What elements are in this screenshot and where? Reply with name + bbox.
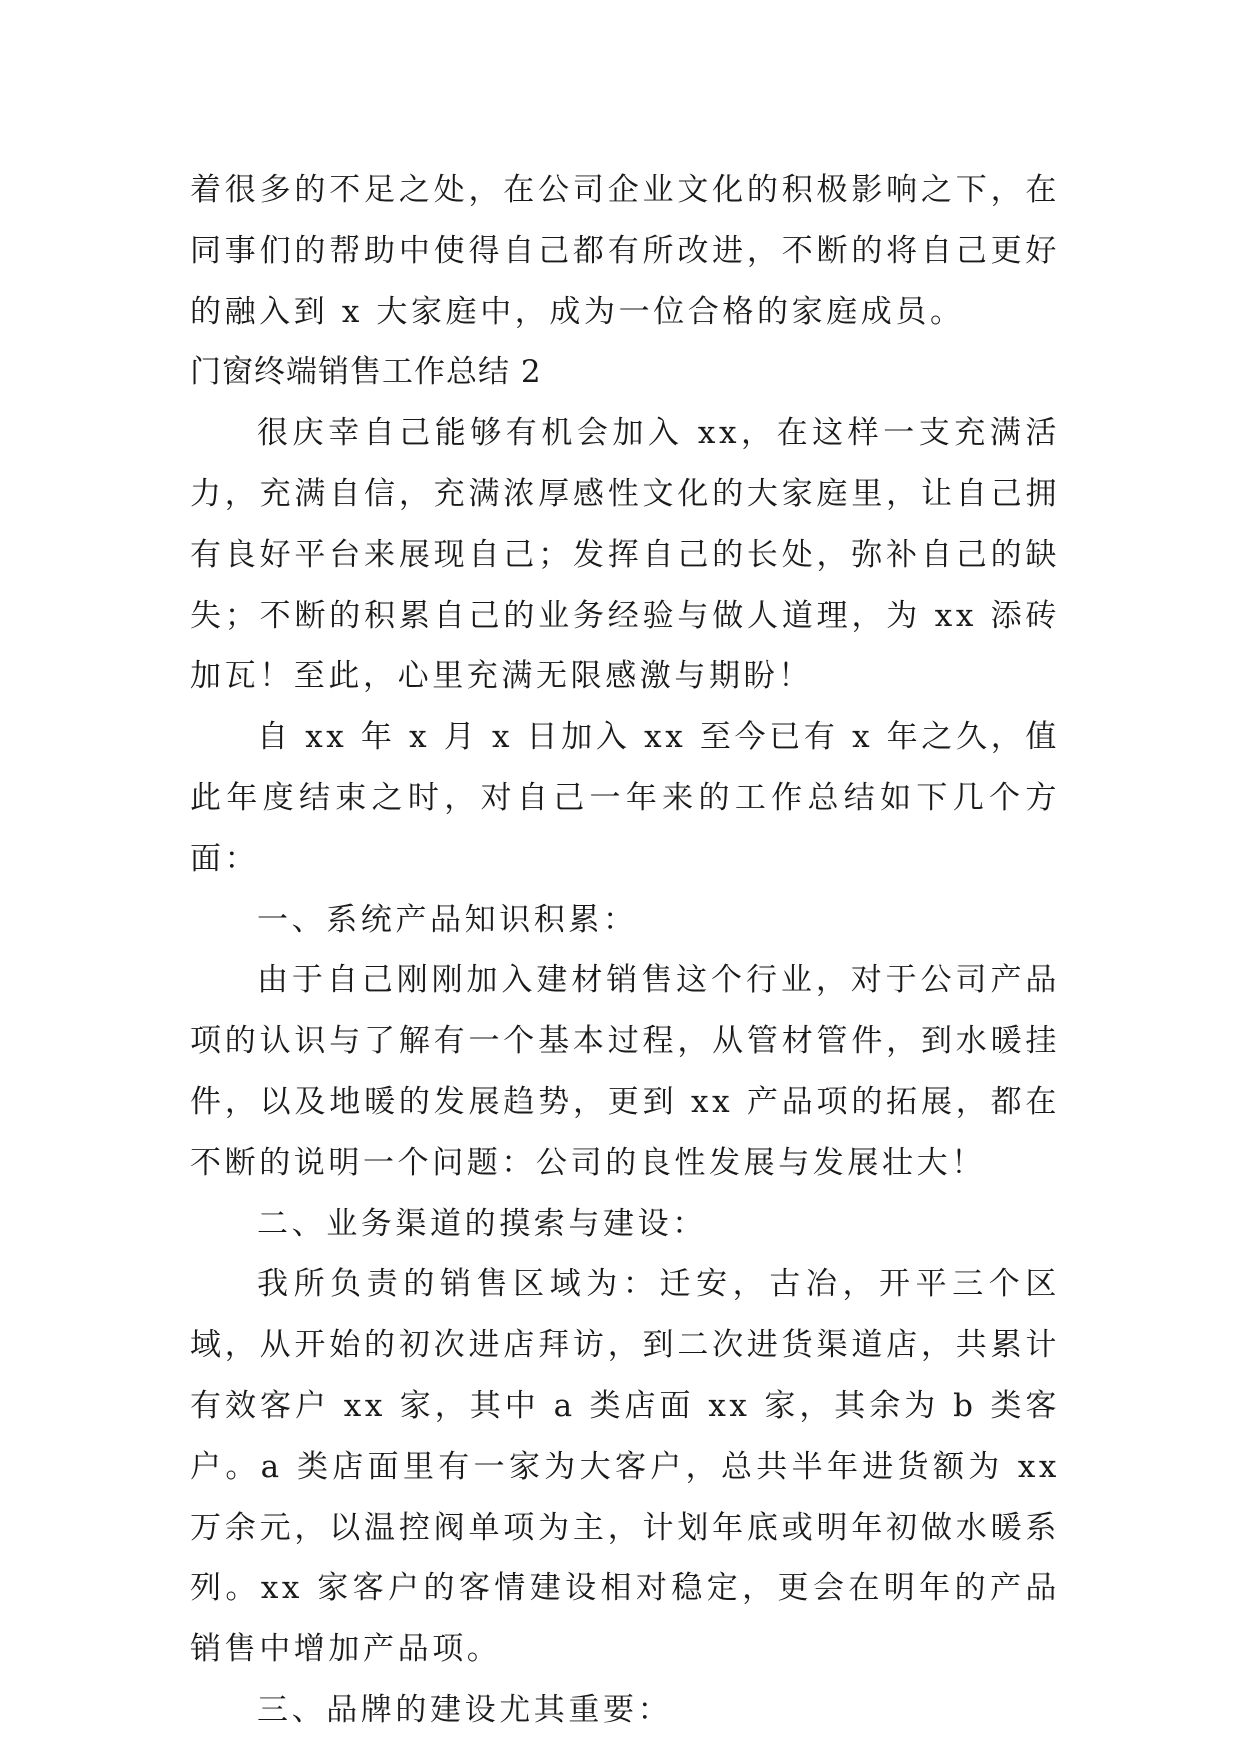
paragraph-product-knowledge: 由于自己刚刚加入建材销售这个行业，对于公司产品项的认识与了解有一个基本过程，从管材管件，到水暖挂件，以及地暖的发展趋势，更到 xx 产品项的拓展，都在不断的说明一个问题：公司的良性发展与发展壮大！ [190,962,1060,1181]
heading-product-knowledge: 一、系统产品知识积累： [257,901,638,938]
heading-business-channels: 二、业务渠道的摸索与建设： [257,1205,707,1242]
paragraph-business-channels: 我所负责的销售区域为：迁安，古冶，开平三个区域，从开始的初次进店拜访，到二次进货渠道店，共累计有效客户 xx 家，其中 a 类店面 xx 家，其余为 b 类客户。a 类店面里有一家为大客户，总共半年进货额为 xx 万余元，以温控阀单项为主，计划年底或明年初做水暖系列。xx 家客户的客情建设相对稳定，更会在明年的产品销售中增加产品项。 [190,1266,1060,1668]
continued-paragraph: 着很多的不足之处，在公司企业文化的积极影响之下，在同事们的帮助中使得自己都有所改进，不断的将自己更好的融入到 x 大家庭中，成为一位合格的家庭成员。 [190,172,1060,330]
paragraph-intro: 很庆幸自己能够有机会加入 xx，在这样一支充满活力，充满自信，充满浓厚感性文化的大家庭里，让自己拥有良好平台来展现自己；发挥自己的长处，弥补自己的缺失；不断的积累自己的业务经验与做人道理，为 xx 添砖加瓦！至此，心里充满无限感激与期盼！ [190,415,1060,695]
document-body [190,160,1060,1741]
section-title: 门窗终端销售工作总结 2 [190,354,542,391]
heading-brand-building: 三、品牌的建设尤其重要： [257,1691,673,1728]
paragraph-summary-overview: 自 xx 年 x 月 x 日加入 xx 至今已有 x 年之久，值此年度结束之时，对自己一年来的工作总结如下几个方面： [190,719,1060,877]
